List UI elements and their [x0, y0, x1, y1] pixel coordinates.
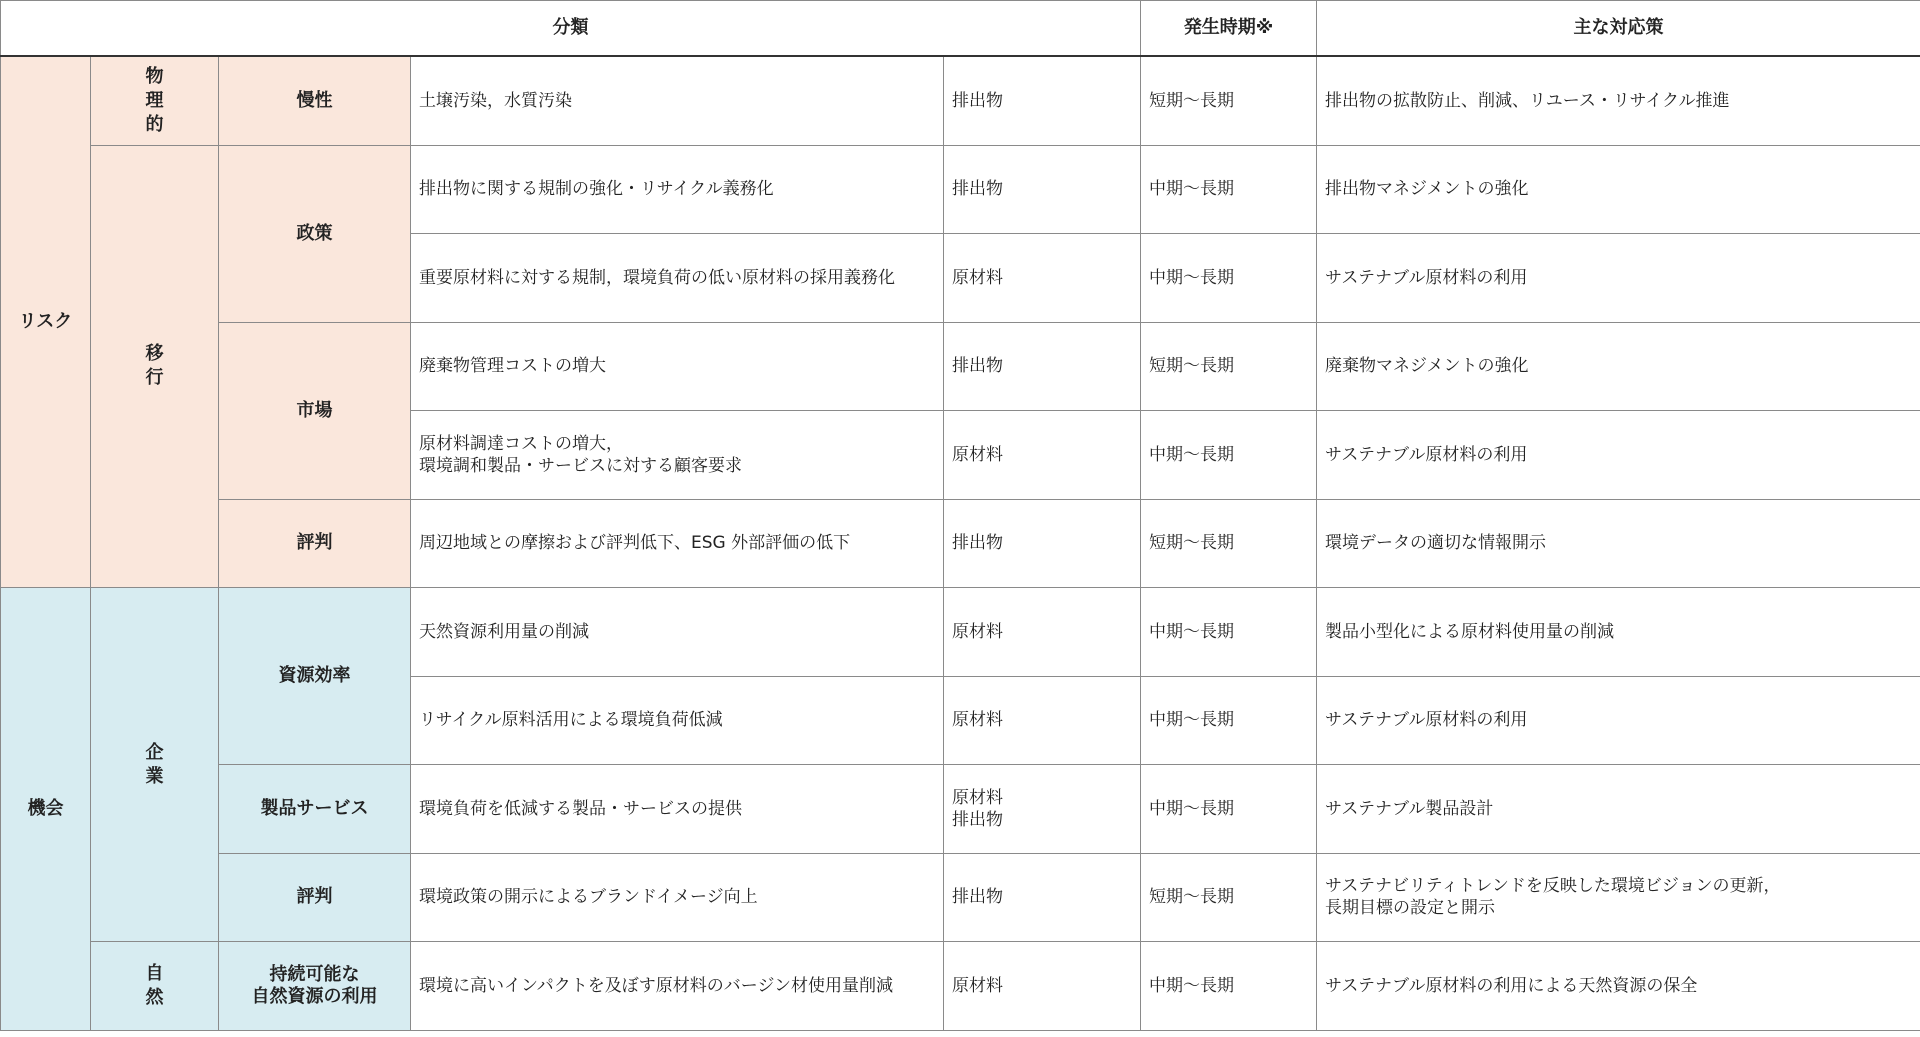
timing-cell: 短期〜長期 — [1141, 499, 1317, 588]
description-cell: 周辺地域との摩擦および評判低下、ESG 外部評価の低下 — [411, 499, 944, 588]
response-cell: サステナブル原材料の利用による天然資源の保全 — [1317, 942, 1920, 1031]
table-row — [1, 322, 1920, 411]
type-chronic: 慢性 — [219, 56, 411, 145]
target-cell: 原材料 — [944, 676, 1141, 765]
response-cell: サステナブル原材料の利用 — [1317, 234, 1920, 323]
type-policy: 政策 — [219, 145, 411, 322]
response-cell: 製品小型化による原材料使用量の削減 — [1317, 588, 1920, 677]
description-cell: 廃棄物管理コストの増大 — [411, 322, 944, 411]
description-cell: 土壌汚染，水質汚染 — [411, 56, 944, 145]
target-cell: 排出物 — [944, 853, 1141, 942]
response-cell: 排出物マネジメントの強化 — [1317, 145, 1920, 234]
response-cell: サステナブル原材料の利用 — [1317, 676, 1920, 765]
type-reputation-opportunity: 評判 — [219, 853, 411, 942]
table-row — [1, 942, 1920, 1031]
response-cell: サステナブル製品設計 — [1317, 765, 1920, 854]
target-cell: 原材料 — [944, 411, 1141, 500]
table-row — [1, 145, 1920, 234]
target-cell: 原材料 — [944, 942, 1141, 1031]
description-cell: 排出物に関する規制の強化・リサイクル義務化 — [411, 145, 944, 234]
type-reputation-risk: 評判 — [219, 499, 411, 588]
timing-cell: 短期〜長期 — [1141, 56, 1317, 145]
timing-cell: 中期〜長期 — [1141, 676, 1317, 765]
table-row — [1, 499, 1920, 588]
timing-cell: 中期〜長期 — [1141, 588, 1317, 677]
header-row — [1, 1, 1920, 57]
subgroup-corporate: 企 業 — [91, 588, 219, 942]
header-category: 分類 — [1, 1, 1141, 57]
response-cell: 排出物の拡散防止、削減、リユース・リサイクル推進 — [1317, 56, 1920, 145]
description-cell: 重要原材料に対する規制，環境負荷の低い原材料の採用義務化 — [411, 234, 944, 323]
group-risk: リスク — [1, 56, 91, 588]
timing-cell: 中期〜長期 — [1141, 411, 1317, 500]
target-cell: 排出物 — [944, 56, 1141, 145]
timing-cell: 中期〜長期 — [1141, 765, 1317, 854]
timing-cell: 短期〜長期 — [1141, 853, 1317, 942]
description-cell: 天然資源利用量の削減 — [411, 588, 944, 677]
table-row — [1, 56, 1920, 145]
timing-cell: 短期〜長期 — [1141, 322, 1317, 411]
target-cell: 排出物 — [944, 145, 1141, 234]
target-cell: 原材料 排出物 — [944, 765, 1141, 854]
response-cell: 廃棄物マネジメントの強化 — [1317, 322, 1920, 411]
subgroup-physical: 物 理 的 — [91, 56, 219, 145]
description-cell: 環境負荷を低減する製品・サービスの提供 — [411, 765, 944, 854]
description-cell: リサイクル原料活用による環境負荷低減 — [411, 676, 944, 765]
response-cell: 環境データの適切な情報開示 — [1317, 499, 1920, 588]
target-cell: 排出物 — [944, 322, 1141, 411]
target-cell: 原材料 — [944, 588, 1141, 677]
response-cell: サステナビリティトレンドを反映した環境ビジョンの更新， 長期目標の設定と開示 — [1317, 853, 1920, 942]
type-sustainable-use: 持続可能な 自然資源の利用 — [219, 942, 411, 1031]
timing-cell: 中期〜長期 — [1141, 234, 1317, 323]
description-cell: 環境に高いインパクトを及ぼす原材料のバージン材使用量削減 — [411, 942, 944, 1031]
timing-cell: 中期〜長期 — [1141, 145, 1317, 234]
target-cell: 排出物 — [944, 499, 1141, 588]
timing-cell: 中期〜長期 — [1141, 942, 1317, 1031]
table-row — [1, 588, 1920, 677]
response-cell: サステナブル原材料の利用 — [1317, 411, 1920, 500]
type-product-service: 製品サービス — [219, 765, 411, 854]
description-cell: 原材料調達コストの増大， 環境調和製品・サービスに対する顧客要求 — [411, 411, 944, 500]
subgroup-nature: 自 然 — [91, 942, 219, 1031]
target-cell: 原材料 — [944, 234, 1141, 323]
subgroup-transition: 移 行 — [91, 145, 219, 588]
header-timing: 発生時期※ — [1141, 1, 1317, 57]
type-market: 市場 — [219, 322, 411, 499]
type-resource-efficiency: 資源効率 — [219, 588, 411, 765]
group-opportunity: 機会 — [1, 588, 91, 1031]
table-row — [1, 853, 1920, 942]
table-row — [1, 765, 1920, 854]
description-cell: 環境政策の開示によるブランドイメージ向上 — [411, 853, 944, 942]
header-response: 主な対応策 — [1317, 1, 1920, 57]
